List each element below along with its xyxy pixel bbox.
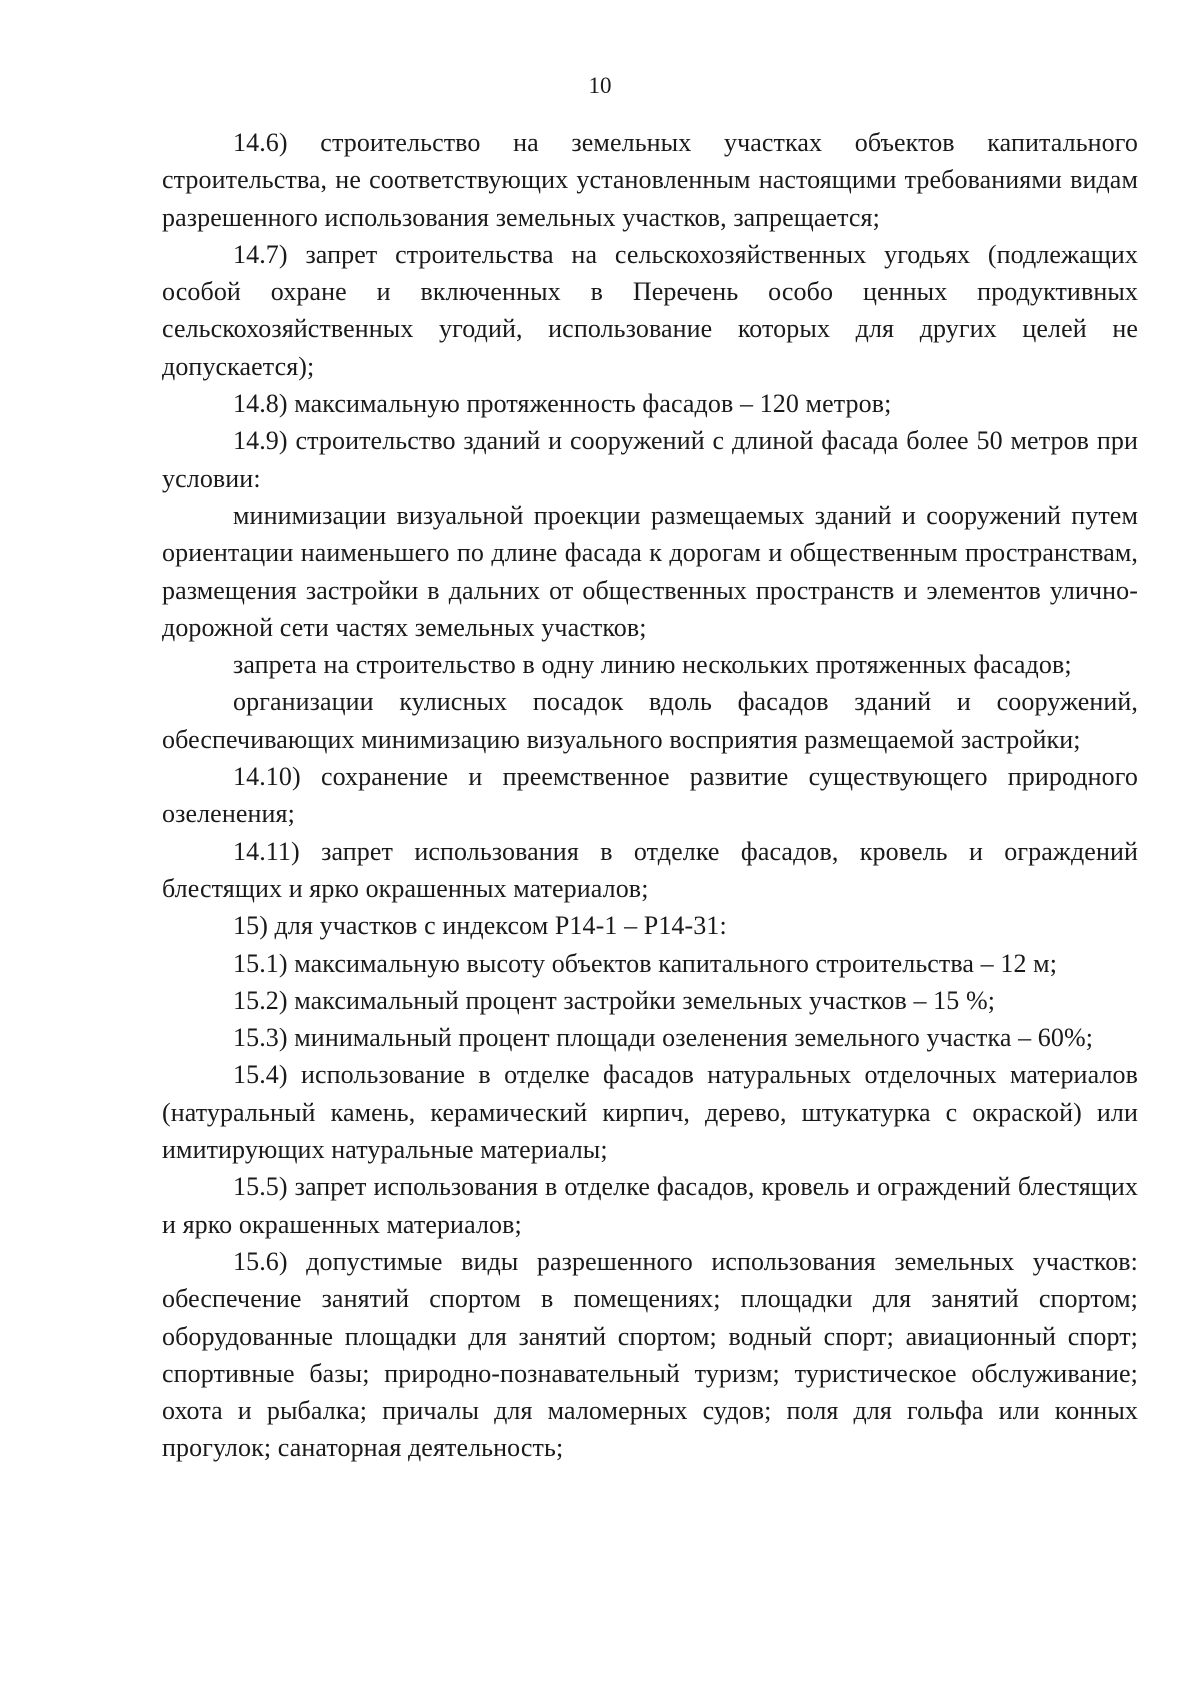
paragraph-15-3: 15.3) минимальный процент площади озеленения земельного участка – 60%; [233, 1023, 1094, 1053]
paragraph-14-6: 14.6) строительство на земельных участках объектов капитального строительства, не соответствующих установленным настоящими требованиями видам разрешенного использования земельных участков, запрещается; [162, 128, 1138, 232]
paragraph-14-9-minimization: минимизации визуальной проекции размещаемых зданий и сооружений путем ориентации наименьшего по длине фасада к дорогам и общественным пространствам, размещения застройки в дальних от общественных пространств и элементов улично-дорожной сети частях земельных участков; [162, 500, 1138, 642]
paragraph-15-4: 15.4) использование в отделке фасадов натуральных отделочных материалов (натуральный камень, керамический кирпич, дерево, штукатурка с окраской) или имитирующих натуральные материалы; [162, 1060, 1138, 1165]
page-number: 10 [588, 73, 612, 98]
paragraph-15-2: 15.2) максимальный процент застройки земельных участков – 15 %; [233, 985, 996, 1015]
paragraph-15-5: 15.5) запрет использования в отделке фасадов, кровель и ограждений блестящих и ярко окрашенных материалов; [162, 1172, 1138, 1239]
paragraph-14-9: 14.9) строительство зданий и сооружений с длиной фасада более 50 метров при условии: [162, 426, 1138, 493]
paragraph-14-11: 14.11) запрет использования в отделке фасадов, кровель и ограждений блестящих и ярко окрашенных материалов; [162, 836, 1138, 903]
paragraph-14-10: 14.10) сохранение и преемственное развитие существующего природного озеленения; [162, 762, 1138, 829]
paragraph-14-9-ban: запрета на строительство в одну линию нескольких протяженных фасадов; [233, 650, 1072, 680]
paragraph-14-7: 14.7) запрет строительства на сельскохозяйственных угодьях (подлежащих особой охране и включенных в Перечень особо ценных продуктивных сельскохозяйственных угодий, использование которых для других целей не допускается); [162, 239, 1138, 381]
paragraph-14-9-plantings: организации кулисных посадок вдоль фасадов зданий и сооружений, обеспечивающих минимизацию визуального восприятия размещаемой застройки; [162, 687, 1138, 754]
paragraph-15: 15) для участков с индексом Р14-1 – Р14-31: [233, 911, 727, 941]
paragraph-15-6: 15.6) допустимые виды разрешенного использования земельных участков: обеспечение занятий спортом в помещениях; площадки для занятий спортом; оборудованные площадки для занятий спортом; водный спорт; авиационный спорт; спортивные базы; природно-познавательный туризм; туристическое обслуживание; охота и рыбалка; причалы для маломерных судов; поля для гольфа или конных прогулок; санаторная деятельность; [162, 1246, 1138, 1463]
paragraph-14-8: 14.8) максимальную протяженность фасадов – 120 метров; [233, 389, 892, 419]
document-body [162, 124, 1138, 1467]
paragraph-15-1: 15.1) максимальную высоту объектов капитального строительства – 12 м; [233, 948, 1058, 978]
